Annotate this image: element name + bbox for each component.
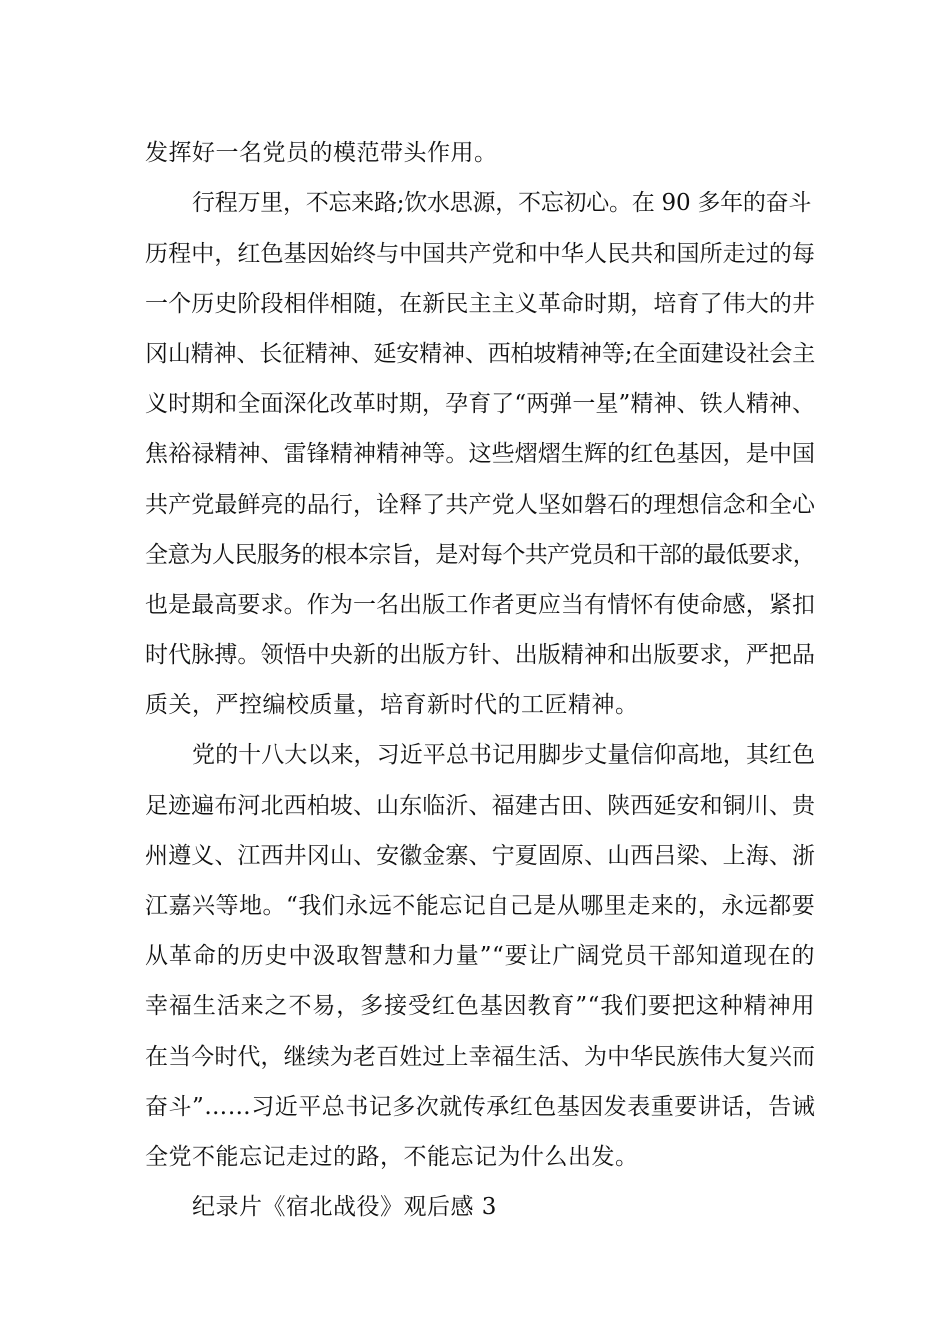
text-line: 时代脉搏。领悟中央新的出版方针、出版精神和出版要求，严把品 [145, 642, 815, 668]
text-line: 党的十八大以来，习近平总书记用脚步丈量信仰高地，其红色 [192, 742, 815, 768]
text-line: 质关，严控编校质量，培育新时代的工匠精神。 [145, 692, 639, 718]
text-line: 全意为人民服务的根本宗旨，是对每个共产党员和干部的最低要求， [145, 542, 815, 568]
text-line: 共产党最鲜亮的品行，诠释了共产党人坚如磐石的理想信念和全心 [145, 492, 815, 518]
text-line: 在当今时代，继续为老百姓过上幸福生活、为中华民族伟大复兴而 [145, 1044, 815, 1070]
text-line: 州遵义、江西井冈山、安徽金寨、宁夏固原、山西吕梁、上海、浙 [145, 843, 815, 869]
text-line: 冈山精神、长征精神、延安精神、西柏坡精神等;在全面建设社会主 [145, 341, 815, 367]
text-line: 行程万里，不忘来路;饮水思源，不忘初心。在 90 多年的奋斗 [192, 190, 812, 216]
text-line: 奋斗”……习近平总书记多次就传承红色基因发表重要讲话，告诫 [145, 1094, 816, 1120]
text-line: 历程中，红色基因始终与中国共产党和中华人民共和国所走过的每 [145, 241, 815, 267]
text-line: 发挥好一名党员的模范带头作用。 [145, 140, 498, 166]
text-line: 焦裕禄精神、雷锋精神精神等。这些熠熠生辉的红色基因，是中国 [145, 441, 815, 467]
text-line: 也是最高要求。作为一名出版工作者更应当有情怀有使命感，紧扣 [145, 592, 815, 618]
text-line: 幸福生活来之不易，多接受红色基因教育”“我们要把这种精神用 [145, 993, 815, 1019]
text-line: 一个历史阶段相伴相随，在新民主主义革命时期，培育了伟大的井 [145, 291, 815, 317]
section-heading: 纪录片《宿北战役》观后感 3 [192, 1194, 497, 1220]
text-line: 从革命的历史中汲取智慧和力量”“要让广阔党员干部知道现在的 [145, 943, 815, 969]
text-line: 全党不能忘记走过的路，不能忘记为什么出发。 [145, 1144, 639, 1170]
text-line: 江嘉兴等地。“我们永远不能忘记自己是从哪里走来的，永远都要 [145, 893, 816, 919]
text-line: 足迹遍布河北西柏坡、山东临沂、福建古田、陕西延安和铜川、贵 [145, 793, 815, 819]
text-line: 义时期和全面深化改革时期，孕育了“两弹一星”精神、铁人精神、 [145, 391, 815, 417]
